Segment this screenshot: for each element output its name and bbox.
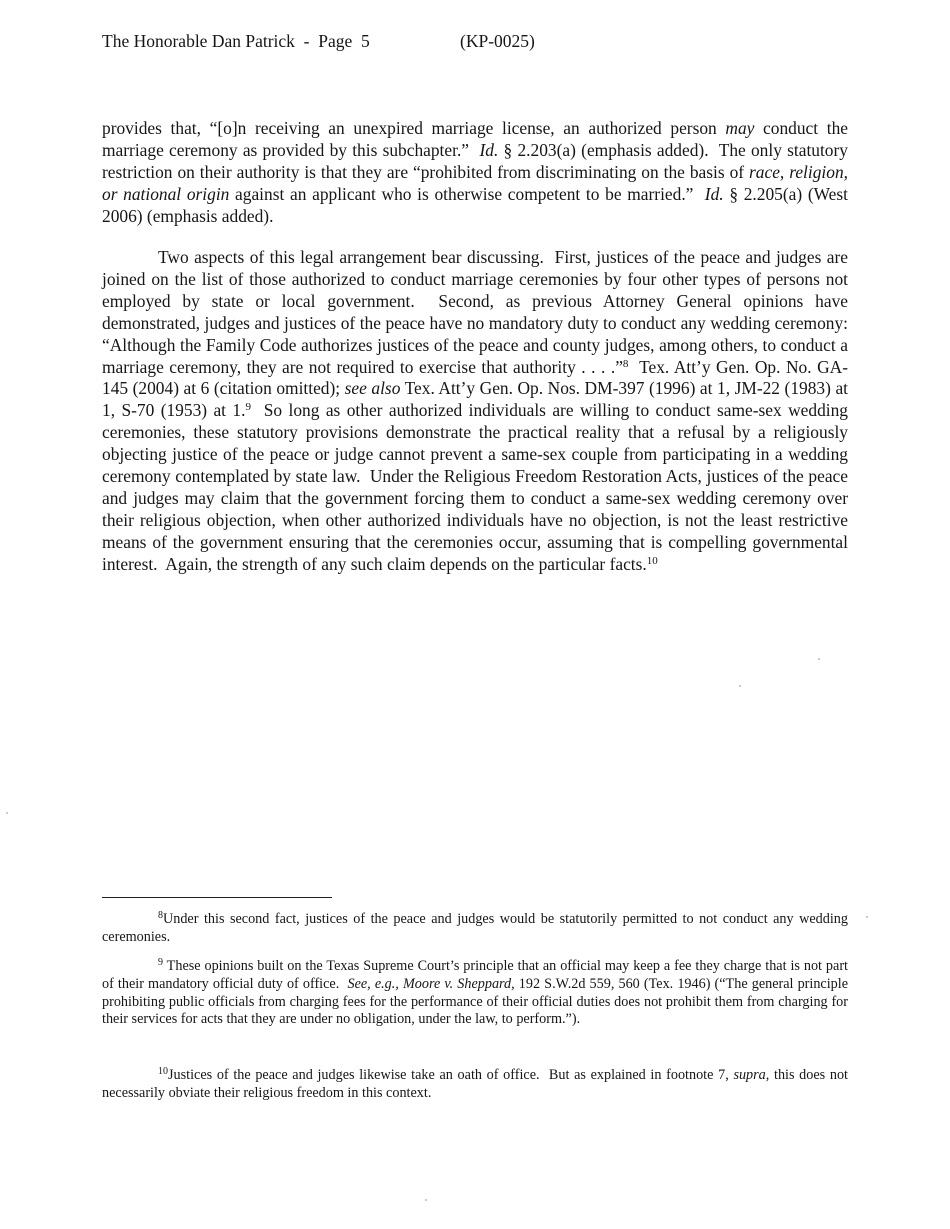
p1-text-4: against an applicant who is otherwise competent to be married.” bbox=[229, 183, 705, 204]
footnote-ref-9[interactable]: 9 bbox=[245, 401, 251, 414]
header-title: The Honorable Dan Patrick - Page 5 bbox=[102, 31, 370, 51]
footnote-divider bbox=[102, 897, 332, 898]
footnote-8 bbox=[102, 911, 848, 947]
p1-emphasis-race: race, religion, or national origin bbox=[102, 161, 848, 204]
scan-speck bbox=[818, 658, 820, 660]
header-doc-id: (KP-0025) bbox=[460, 31, 535, 51]
scan-speck bbox=[866, 916, 868, 918]
paragraph-1 bbox=[102, 118, 853, 228]
footnote-ref-8[interactable]: 8 bbox=[622, 357, 629, 370]
p1-id-cite-1: Id. bbox=[479, 139, 499, 160]
p2-text-1: Two aspects of this legal arrangement bear discussing. First, justices of the peace and judges are joined on the list of those authorized to conduct marriage ceremonies by four other types of persons not employed by state or local government. Second, as previous Attorney General opinions have demonstrated, judges and justices of the peace have no mandatory duty to conduct any wedding ceremony: “Although the Family Code authorizes justices of the peace and county judges, among others, to conduct a marriage ceremony, they are not required to exercise that authority . . . .” bbox=[102, 247, 853, 377]
p1-text-2: conduct the marriage ceremony as provided by this subchapter.” bbox=[102, 118, 853, 160]
footnote-10 bbox=[102, 1067, 848, 1103]
footnote-10-number: 10 bbox=[158, 1066, 168, 1077]
footnote-8-text: Under this second fact, justices of the peace and judges would be statutorily permitted to not conduct any wedding ceremonies. bbox=[102, 911, 848, 945]
p1-id-cite-2: Id. bbox=[704, 183, 724, 204]
footnote-10-text-1: Justices of the peace and judges likewise take an oath of office. But as explained in footnote 7, bbox=[168, 1067, 734, 1083]
paragraph-2 bbox=[102, 247, 853, 576]
scan-speck bbox=[739, 685, 741, 687]
p2-see-also: see also bbox=[344, 378, 401, 399]
footnote-ref-10[interactable]: 10 bbox=[646, 554, 658, 567]
footnote-9-number: 9 bbox=[158, 957, 163, 968]
p1-text-5: § 2.205(a) (West 2006) (emphasis added). bbox=[102, 183, 848, 226]
p2-text-2: Tex. Att’y Gen. Op. No. GA-145 (2004) at 6 (citation omitted); bbox=[102, 356, 848, 399]
footnote-9-citation: See, e.g., Moore v. Sheppard, bbox=[347, 975, 515, 992]
page-header bbox=[102, 31, 535, 52]
p2-text-3: Tex. Att’y Gen. Op. Nos. DM-397 (1996) at 1, JM-22 (1983) at 1, S-70 (1953) at 1. bbox=[102, 378, 848, 421]
p2-text-4: So long as other authorized individuals are willing to conduct same-sex wedding ceremonies, these statutory provisions demonstrate the practical reality that a refusal by a religiously objecting justice of the peace or judge cannot prevent a same-sex couple from participating in a wedding ceremony contemplated by state law. Under the Religious Freedom Restoration Acts, justices of the peace and judges may claim that the government forcing them to conduct a same-sex wedding ceremony over their religious objection, when other authorized individuals have no objection, is not the least restrictive means of the government ensuring that the ceremonies occur, assuming that is compelling governmental interest. Again, the strength of any such claim depends on the particular facts. bbox=[102, 400, 853, 574]
footnote-10-text-2: , this does not necessarily obviate their religious freedom in this context. bbox=[102, 1067, 848, 1101]
scan-speck bbox=[425, 1199, 427, 1201]
scan-speck bbox=[6, 812, 8, 814]
p1-text-1: provides that, “[o]n receiving an unexpired marriage license, an authorized person bbox=[102, 118, 726, 138]
footnote-9-text-1: These opinions built on the Texas Supreme Court’s principle that an official may keep a fee they charge that is not part of their mandatory official duty of office. bbox=[102, 958, 852, 992]
footnote-9 bbox=[102, 957, 852, 1029]
footnote-10-supra: supra bbox=[733, 1067, 766, 1083]
footnote-8-number: 8 bbox=[158, 910, 163, 921]
p1-text-3: § 2.203(a) (emphasis added). The only statutory restriction on their authority is that they are “prohibited from discriminating on the basis of bbox=[102, 139, 853, 182]
p1-emphasis-may: may bbox=[725, 118, 755, 138]
footnote-9-text-2: 192 S.W.2d 559, 560 (Tex. 1946) (“The general principle prohibiting public officials from charging fees for the performance of their official duties does not prohibit them from charging for their services for acts that they are under no obligation, under the law, to perform.”). bbox=[102, 975, 849, 1028]
